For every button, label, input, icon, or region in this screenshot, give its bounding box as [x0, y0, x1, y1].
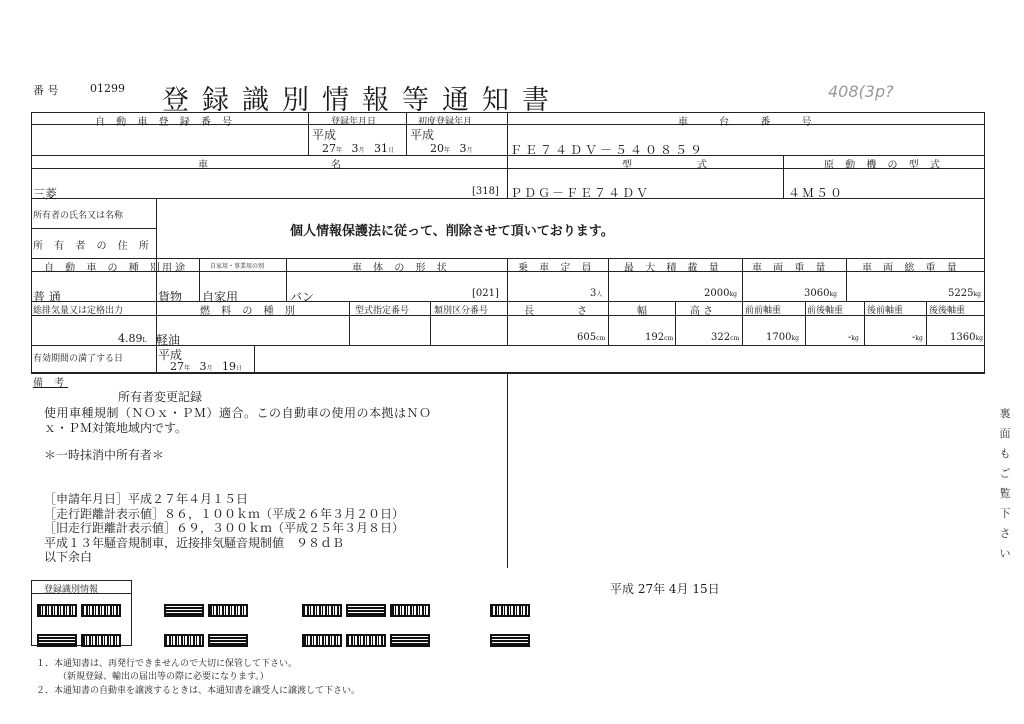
- fr-axle-label: 前後軸重: [807, 306, 844, 316]
- private-label: 自家用・事業用の別: [210, 263, 265, 270]
- body-label: 車 体 の 形 状: [352, 263, 451, 274]
- displacement-value: 4.89L: [118, 332, 147, 345]
- height-label: 高 さ: [690, 306, 714, 317]
- reg-era: 平成: [312, 128, 337, 142]
- owner-address-label: 所 有 者 の 住 所: [33, 241, 153, 252]
- remarks-line-8: ［走行距離計表示値］８６，１００ｋｍ（平成２６年３月２０日）: [44, 507, 405, 521]
- remarks-line-4: ＊一時抹消中所有者＊: [44, 448, 165, 462]
- width-value: 192cm: [645, 332, 674, 343]
- first-reg-date: 20年 3月: [430, 142, 473, 155]
- code-icon: [302, 604, 342, 617]
- chassis-label: 車 台 番 号: [678, 117, 812, 128]
- fuel-label: 燃 料 の 種 別: [200, 306, 299, 317]
- handwritten-note: 408(3p?: [828, 82, 894, 101]
- remarks-line-0: 所有者変更記録: [118, 390, 203, 404]
- number-label: 番 号: [33, 84, 59, 97]
- code-icon: [346, 604, 386, 617]
- use-value: 貨物: [158, 290, 183, 304]
- displacement-label: 総排気量又は定格出力: [33, 306, 124, 316]
- reg-date-label: 登録年月日: [331, 117, 377, 127]
- body-code: [021]: [472, 288, 499, 299]
- width-label: 幅: [637, 306, 647, 317]
- code-icon: [208, 604, 248, 617]
- qr-row-2b: [164, 630, 252, 649]
- qr-row-2c: [302, 630, 434, 649]
- qr-row-2: [37, 630, 125, 649]
- id-info-label: 登録識別情報: [44, 585, 99, 595]
- expiry-label: 有効期間の満了する日: [33, 354, 124, 364]
- side-note: 裏 面 も ご 覧 下 さ い: [999, 407, 1011, 560]
- issue-date: 平成 27年 4月 15日: [610, 582, 720, 596]
- max-load-value: 2000kg: [704, 288, 737, 299]
- reg-date: 27年 3月 31日: [322, 142, 395, 155]
- chassis-value: ＦＥ７４ＤＶ－５４０８５９: [510, 143, 706, 157]
- reg-number-label: 自 動 車 登 録 番 号: [95, 117, 237, 128]
- engine-label: 原 動 機 の 型 式: [824, 160, 944, 171]
- rf-axle-label: 後前軸重: [867, 306, 904, 316]
- footer-note-1: １．本通知書は、再発行できませんので大切に保管して下さい。: [36, 659, 298, 669]
- code-icon: [302, 634, 342, 647]
- privacy-notice: 個人情報保護法に従って、削除させて頂いております。: [290, 224, 614, 239]
- ff-axle-value: 1700kg: [766, 332, 799, 343]
- qr-row-1d: [490, 600, 534, 619]
- code-icon: [490, 634, 530, 647]
- remarks-line-2: ｘ・ＰＭ対策地域内です。: [44, 421, 188, 435]
- remarks-line-11: 以下余白: [44, 550, 93, 564]
- expiry-era: 平成: [158, 348, 183, 362]
- remarks-line-10: 平成１３年騒音規制車，近接排気騒音規制値 ９８ｄＢ: [44, 536, 345, 550]
- model-value: ＰＤＧ－ＦＥ７４ＤＶ: [510, 186, 651, 200]
- length-label: 長 さ: [524, 306, 588, 317]
- engine-value: ４Ｍ５０: [788, 186, 845, 200]
- code-icon: [490, 604, 530, 617]
- name-label-a: 車: [198, 160, 208, 171]
- document-title: 登録識別情報等通知書: [162, 85, 562, 116]
- max-load-label: 最 大 積 載 量: [624, 263, 723, 274]
- body-value: バン: [290, 290, 315, 304]
- name-label-b: 名: [331, 160, 341, 171]
- qr-row-1b: [164, 600, 252, 619]
- footer-note-2: （新規登録、輸出の届出等の際に必要になります。）: [58, 672, 269, 682]
- qr-row-1: [37, 600, 125, 619]
- qr-row-2d: [490, 630, 534, 649]
- use-label: 用 途: [162, 263, 186, 274]
- code-icon: [390, 604, 430, 617]
- rr-axle-label: 後後軸重: [929, 306, 966, 316]
- rf-axle-value: -kg: [912, 332, 923, 343]
- remarks-line-1: 使用車種規制（ＮＯｘ・ＰＭ）適合。この自動車の使用の本拠はＮＯ: [44, 406, 432, 420]
- code-icon: [390, 634, 430, 647]
- code-icon: [346, 634, 386, 647]
- code-icon: [81, 604, 121, 617]
- fuel-value: 軽油: [156, 333, 181, 347]
- code-icon: [164, 604, 204, 617]
- type-no-label: 型式指定番号: [355, 306, 410, 316]
- gross-value: 5225kg: [948, 288, 981, 299]
- code-icon: [81, 634, 121, 647]
- ff-axle-label: 前前軸重: [745, 306, 782, 316]
- remarks-label: 備 考: [33, 378, 69, 389]
- code-icon: [164, 634, 204, 647]
- code-icon: [37, 604, 77, 617]
- private-value: 自家用: [202, 290, 239, 304]
- fr-axle-value: -kg: [848, 332, 859, 343]
- qr-row-1c: [302, 600, 434, 619]
- gross-label: 車 両 総 重 量: [862, 263, 961, 274]
- number-value: 01299: [90, 82, 125, 95]
- weight-value: 3060kg: [804, 288, 837, 299]
- remarks-line-9: ［旧走行距離計表示値］６９，３００ｋｍ（平成２５年３月８日）: [44, 521, 405, 535]
- expiry-date: 27年 3月 19日: [170, 360, 243, 373]
- code-icon: [37, 634, 77, 647]
- model-label-b: 式: [697, 160, 707, 171]
- owner-name-label: 所有者の氏名又は名称: [33, 211, 124, 221]
- kind-value: 普 通: [33, 290, 61, 304]
- height-value: 322cm: [711, 332, 740, 343]
- model-label-a: 型: [622, 160, 632, 171]
- name-code: [318]: [472, 186, 499, 197]
- first-reg-label: 初度登録年月: [418, 117, 473, 127]
- capacity-label: 乗 車 定 員: [518, 263, 596, 274]
- name-value: 三菱: [33, 187, 58, 201]
- class-no-label: 類別区分番号: [434, 306, 489, 316]
- kind-label: 自 動 車 の 種 別: [44, 263, 164, 274]
- code-icon: [208, 634, 248, 647]
- remarks-line-7: ［申請年月日］平成２７年４月１５日: [44, 492, 249, 506]
- rr-axle-value: 1360kg: [950, 332, 983, 343]
- weight-label: 車 両 重 量: [752, 263, 830, 274]
- length-value: 605cm: [577, 332, 606, 343]
- capacity-value: 3人: [590, 288, 603, 299]
- first-era: 平成: [410, 128, 435, 142]
- footer-note-3: ２．本通知書の自動車を譲渡するときは、本通知書を譲受人に譲渡して下さい。: [36, 686, 361, 696]
